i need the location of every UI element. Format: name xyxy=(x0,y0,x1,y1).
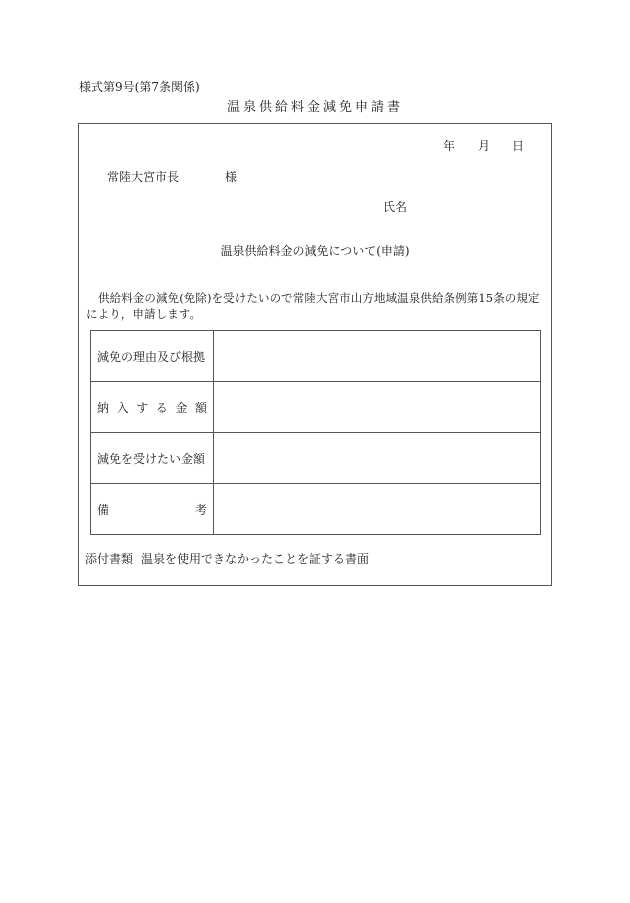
addressee: 常陸大宮市長 xyxy=(107,170,180,184)
attachments-label: 添付書類 xyxy=(85,552,134,566)
label-char: す xyxy=(136,400,149,415)
label-char: 金 xyxy=(175,400,188,415)
row-label-spread xyxy=(91,501,213,518)
row-label-reduction-amount xyxy=(91,433,214,484)
subject-line: 温泉供給料金の減免について(申請) xyxy=(220,244,410,258)
row-label-text: 減免の理由及び根拠 xyxy=(97,349,206,364)
honorific: 様 xyxy=(225,170,238,184)
date-day-label: 日 xyxy=(512,139,525,153)
label-char: 納 xyxy=(97,400,110,415)
table-row xyxy=(91,484,541,535)
form-number: 様式第9号(第7条関係) xyxy=(79,80,200,94)
attachments-text: 温泉を使用できなかったことを証する書面 xyxy=(141,552,370,566)
row-value-reduction-amount[interactable] xyxy=(214,433,541,484)
row-value-remarks[interactable] xyxy=(214,484,541,535)
form-title: 温泉供給料金減免申請書 xyxy=(226,100,403,115)
row-label-text: 減免を受けたい金額 xyxy=(97,451,206,466)
label-char: る xyxy=(155,400,168,415)
body-text: 供給料金の減免(免除)を受けたいので常陸大宮市山方地域温泉供給条例第15条の規定により，申請します。 xyxy=(86,291,540,321)
attachments-line xyxy=(85,553,369,565)
label-char: 額 xyxy=(194,400,207,415)
row-label-remarks xyxy=(91,484,214,535)
row-value-reason[interactable] xyxy=(214,331,541,382)
reduction-table xyxy=(90,330,541,535)
label-char: 入 xyxy=(116,400,129,415)
table-row xyxy=(91,382,541,433)
row-label-spread xyxy=(91,399,213,416)
row-value-payment-amount[interactable] xyxy=(214,382,541,433)
table-row xyxy=(91,331,541,382)
label-char: 備 xyxy=(97,502,110,517)
date-month-label: 月 xyxy=(478,139,491,153)
applicant-name-label: 氏名 xyxy=(383,200,408,214)
table-row xyxy=(91,433,541,484)
row-label-payment-amount xyxy=(91,382,214,433)
label-char: 考 xyxy=(194,502,207,517)
date-year-label: 年 xyxy=(443,139,456,153)
row-label-reason xyxy=(91,331,214,382)
